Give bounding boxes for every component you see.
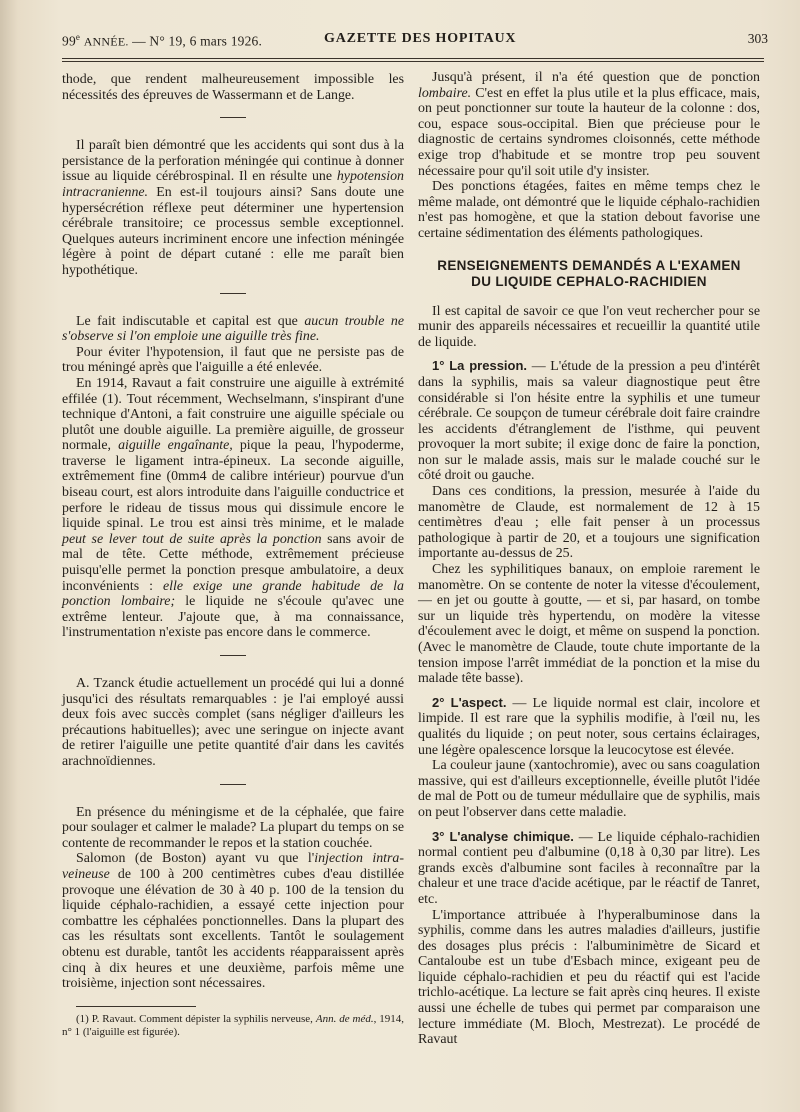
journal-title: GAZETTE DES HOPITAUX: [324, 31, 517, 46]
text-run: En 1914, Ravaut a fait construire une aiguille à extrémité effilée (1). Tout récemment, Wechselmann, s'inspirant d'une technique d'Antoni, a fait construire une aiguille spéciale ou plutôt une double aiguille. La première aiguille, de grosseur normale,: [62, 375, 404, 454]
footnote: [62, 1013, 404, 1039]
paragraph: A. Tzanck étudie actuellement un procédé qui lui a donné jusqu'ici des résultats remarquables : je l'ai employé aussi deux fois avec succès complet (sans négliger d'ailleurs les précautions habituelles); avec une seringue on injecte avant de retirer l'aiguille une petite quantité d'air dans les cavités arachnoïdiennes.: [62, 676, 404, 769]
paragraph: La couleur jaune (xantochromie), avec ou sans coagulation massive, qui est d'ailleurs exceptionnelle, éveille plutôt l'idée de mal de Pott ou de tumeur médullaire que de syphilis, mais on peut l'observer dans cette maladie.: [418, 758, 760, 820]
text-run: Salomon (de Boston) ayant vu que l': [76, 851, 315, 867]
italic-run: elle exige une grande habitude de la ponction lombaire;: [62, 578, 404, 610]
section-heading-line: DU LIQUIDE CEPHALO-RACHIDIEN: [471, 273, 707, 289]
issue-date: — N° 19, 6 mars 1926.: [128, 33, 263, 49]
text-run: de 100 à 200 centimètres cubes d'eau distillée provoque une élévation de 30 à 40 p. 100 de la tension du liquide céphalo-rachidien, a essayé cette injection pour combattre les céphalées ponctionnelles. Dans la plupart des cas les résultats sont excellents. Tantôt le soulagement obtenu est durable, tantôt les accidents réapparaissent après cinq à dix heures et une deuxième, parfois même une troisième, injection sont nécessaires.: [62, 866, 404, 992]
paragraph: [418, 829, 760, 908]
text-run: Il paraît bien démontré que les accidents qui sont dus à la persistance de la perforation méningée qui continue à donner issue au liquide cérébrospinal. Il en résulte une: [62, 138, 404, 185]
paragraph: [62, 314, 404, 345]
header-rule-double: [62, 61, 764, 62]
text-run: Jusqu'à présent, il n'a été question que de ponction: [432, 70, 760, 85]
text-run: En est-il toujours ainsi? Sans doute une hypersécrétion réflexe peut déterminer une hypertension cérébrale transitoire; ce processus semble exceptionnel. Quelques auteurs incriminent encore une infection méningée légère à point de départ cutané : elle me paraît bien hypothétique.: [62, 184, 404, 278]
left-column: [62, 72, 404, 1039]
section-heading: [418, 258, 760, 290]
italic-run: peut se lever tout de suite après la ponction: [62, 531, 322, 547]
issue-year-number: 99: [62, 33, 76, 49]
paragraph: L'importance attribuée à l'hyperalbuminose dans la syphilis, comme dans les autres maladies d'ailleurs, justifie des dosages plus précis : l'albuminimètre de Sicard et Cantaloube est un tube d'Esbach mince, exigeant peu de liquide céphalo-rachidien et peu du réactif qui est l'acide trichlo-acétique. La lecture se fait après cinq heures. Il existe aussi une échelle de tubes qui permet par comparaison une lecture immédiate (M. Bloch, Mestrezat). Le procédé de Ravaut: [418, 907, 760, 1048]
section-separator: [220, 784, 246, 785]
italic-run: hypotension intracranienne.: [62, 169, 404, 200]
paragraph: [62, 376, 404, 641]
paragraph: Dans ces conditions, la pression, mesurée à l'aide du manomètre de Claude, est normalement de 12 à 15 centimètres d'eau ; elle fait penser à un processus pathologique à partir de 20, et a toujours une signification importante au-dessus de 25.: [418, 484, 760, 562]
subsection-title: 1° La pression.: [432, 358, 528, 374]
paragraph: thode, que rendent malheureusement impossible les nécessités des épreuves de Wassermann et de Lange.: [62, 72, 404, 103]
section-heading-line: RENSEIGNEMENTS DEMANDÉS A L'EXAMEN: [437, 257, 741, 273]
text-run: Le fait indiscutable et capital est que: [76, 313, 305, 329]
italic-run: aucun trouble ne s'observe si l'on emploie une aiguille très fine.: [62, 313, 404, 345]
text-run: pique la peau, l'hypoderme, traverse le ligament intra-épineux. La seconde aiguille, extrêmement fine (0mm4 de calibre intérieur) pourvue d'un biseau court, est alors introduite dans l'aiguille conductrice et perfore le rideau de tissus mous qui dissimule encore le liquide spinal. Le trou est ainsi très minime, et le malade: [62, 438, 404, 532]
text-run: , 1914, n° 1 (l'aiguille est figurée).: [62, 1012, 404, 1038]
italic-run: aiguille engaînante,: [118, 438, 233, 454]
paragraph: [62, 851, 404, 991]
paragraph: Il est capital de savoir ce que l'on veut rechercher pour se munir des appareils nécessaires et recueillir la quantité utile de liquide.: [418, 303, 760, 350]
italic-run: Ann. de méd.: [315, 1012, 374, 1025]
text-run: — Le liquide céphalo-rachidien normal contient peu d'albumine (0,18 à 0,30 par litre). Les grands excès d'albumine sont faciles à reconnaître par la chaleur et une trace d'acide acétique, par le réactif de Tanret, etc.: [418, 829, 760, 907]
page-number: 303: [747, 31, 768, 46]
section-separator: [220, 117, 246, 118]
paragraph: [418, 695, 760, 758]
header-rule: [62, 58, 764, 59]
right-column: [418, 70, 760, 1048]
paragraph: [62, 138, 404, 278]
section-separator: [220, 655, 246, 656]
text-run: C'est en effet la plus utile et la plus efficace, mais, on peut ponctionner sur toute la hauteur de la colonne : dos, cou, espace sous-occipital. Bien que précieuse pour le diagnostic de certains syndromes cloisonnés, cette méthode exige trop d'habitude et se montre trop peu souvent nécessaire pour qu'il soit utile d'y insister.: [418, 85, 760, 179]
text-run: — L'étude de la pression a peu d'intérêt dans la syphilis, mais sa valeur diagnostique peut être considérable si l'on hésite entre la syphilis et une tumeur cérébrale. Ce soupçon de tumeur cérébrale doit faire craindre les accidents d'étranglement de l'isthme, qui peuvent provoquer la mort subite; il exige donc de faire la ponction, non sur le malade assis, mais sur le malade couché sur le côté droit ou gauche.: [418, 359, 760, 484]
issue-superscript: e: [75, 32, 81, 42]
text-run: le liquide ne s'écoule qu'avec une extrême lenteur. J'ajoute que, à ma connaissance, l'instrumentation n'existe pas encore dans le commerce.: [62, 594, 404, 641]
text-run: — Le liquide normal est clair, incolore et limpide. Il est rare que la syphilis modifie, à l'œil nu, les qualités du liquide ; on peut noter, sous certains éclairages, une légère opalescence lorsque la leucocytose est élevée.: [418, 695, 760, 758]
paragraph: En présence du méningisme et de la céphalée, que faire pour soulager et calmer le malade? La plupart du temps on se contente de recommander le repos et la station couchée.: [62, 804, 404, 851]
section-separator: [220, 293, 246, 294]
italic-run: injection intra-veineuse: [62, 851, 405, 882]
paragraph: Chez les syphilitiques banaux, on emploie rarement le manomètre. On se contente de noter la vitesse d'écoulement, — en jet ou goutte à goutte, — et si, par hasard, on tombe sur un liquide très hypertendu, on modère la vitesse d'écoulement avec le doigt, et même on suspend la ponction. (Avec le manomètre de Claude, toute chute importante de la tension impose l'arrêt immédiat de la ponction et la mise du malade tête basse).: [418, 562, 760, 687]
paragraph: Pour éviter l'hypotension, il faut que ne persiste pas de trou méningé après que l'aiguille a été enlevée.: [62, 344, 404, 376]
paragraph: Des ponctions étagées, faites en même temps chez le même malade, ont démontré que le liquide céphalo-rachidien n'est pas homogène, et que la station debout favorise une certaine sédimentation des éléments pathologiques.: [418, 179, 760, 241]
text-run: (1) P. Ravaut. Comment dépister la syphilis nerveuse,: [76, 1012, 316, 1025]
running-head: [62, 30, 770, 52]
paragraph: [418, 70, 760, 179]
issue-label: ANNÉE.: [83, 34, 129, 49]
footnote-rule: [76, 1006, 196, 1007]
subsection-title: 3° L'analyse chimique.: [432, 828, 574, 844]
italic-run: lombaire.: [418, 85, 472, 101]
paragraph: [418, 358, 760, 484]
subsection-title: 2° L'aspect.: [432, 694, 507, 710]
issue-info: [62, 32, 262, 50]
text-run: sans avoir de mal de tête. Cette méthode, extrêmement précieuse puisqu'elle permet la ponction presque ambulatoire, a deux inconvénients :: [62, 531, 404, 594]
